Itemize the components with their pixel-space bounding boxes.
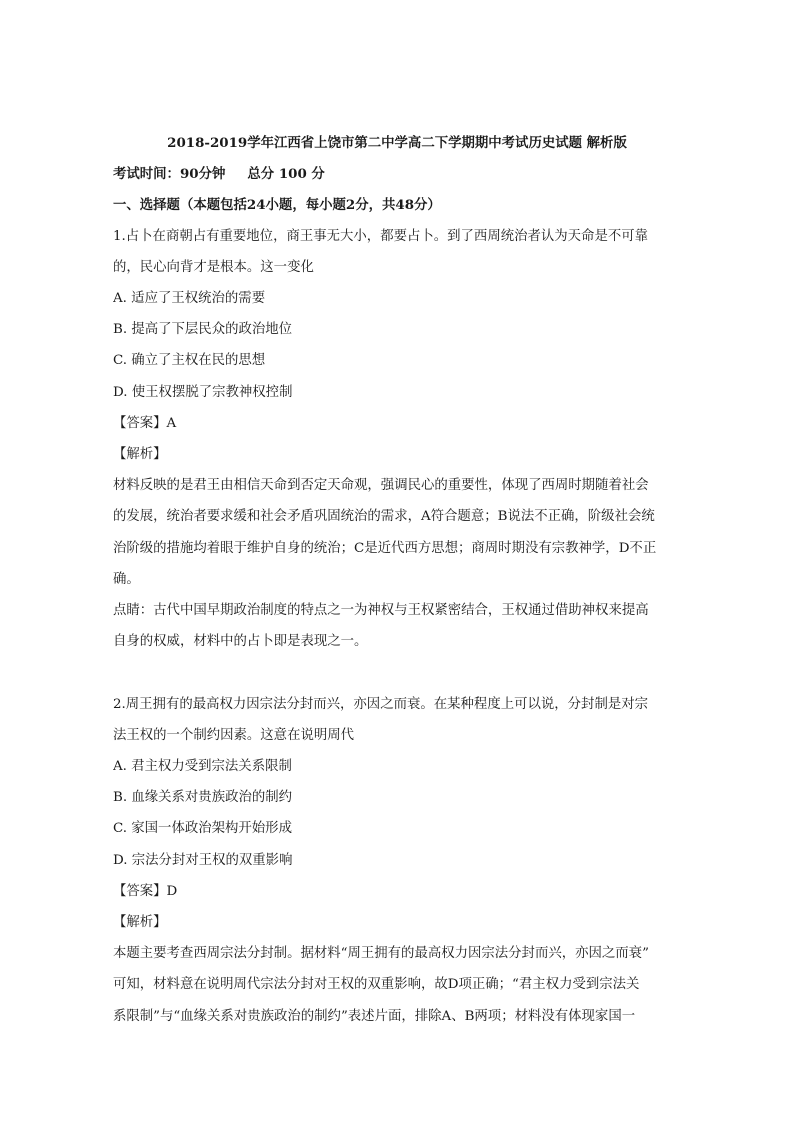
question-1-analysis-line: 治阶级的措施均着眼于维护自身的统治；C是近代西方思想；商周时期没有宗教神学，D不正 (113, 541, 657, 556)
question-2-analysis-line: 可知，材料意在说明周代宗法分封对王权的双重影响，故D项正确；“君主权力受到宗法关 (113, 977, 640, 992)
question-1-stem-line: 的，民心向背才是根本。这一变化 (113, 260, 314, 275)
question-1-answer: 【答案】A (113, 416, 177, 431)
document-title: 2018-2019学年江西省上饶市第二中学高二下学期期中考试历史试题 解析版 (167, 135, 627, 151)
question-1-stem-line: 1.占卜在商朝占有重要地位，商王事无大小，都要占卜。到了西周统治者认为天命是不可靠 (113, 229, 649, 244)
question-2-stem-line: 2.周王拥有的最高权力因宗法分封而兴，亦因之而衰。在某种程度上可以说，分封制是对宗 (113, 697, 649, 712)
question-2-analysis-line: 本题主要考查西周宗法分封制。据材料“周王拥有的最高权力因宗法分封而兴，亦因之而衰” (113, 946, 649, 961)
question-2-option-d: D. 宗法分封对王权的双重影响 (113, 853, 293, 868)
question-1-option-a: A. 适应了王权统治的需要 (113, 291, 266, 306)
question-1-analysis-line: 材料反映的是君王由相信天命到否定天命观，强调民心的重要性，体现了西周时期随着社会 (113, 478, 649, 493)
question-1-option-c: C. 确立了主权在民的思想 (113, 353, 266, 368)
question-2-option-a: A. 君主权力受到宗法关系限制 (113, 759, 292, 774)
question-1-option-b: B. 提高了下层民众的政治地位 (113, 322, 293, 337)
section-heading: 一、选择题（本题包括24小题，每小题2分，共48分） (113, 197, 441, 213)
exam-info (113, 165, 685, 183)
question-2-analysis-line: 系限制”与“血缘关系对贵族政治的制约”表述片面，排除A、B两项；材料没有体现家国一 (113, 1009, 636, 1024)
question-2-option-c: C. 家国一体政治架构开始形成 (113, 821, 292, 836)
question-2-stem-line: 法王权的一个制约因素。这意在说明周代 (113, 728, 355, 743)
question-2-analysis-label: 【解析】 (113, 915, 167, 930)
exam-time: 考试时间：90分钟 (113, 166, 226, 182)
question-1-analysis-line: 的发展，统治者要求缓和社会矛盾巩固统治的需求，A符合题意；B说法不正确，阶级社会统 (113, 509, 655, 524)
question-2-option-b: B. 血缘关系对贵族政治的制约 (113, 790, 293, 805)
question-2-answer: 【答案】D (113, 884, 178, 899)
total-score: 总分 100 分 (247, 166, 325, 182)
question-1-option-d: D. 使王权摆脱了宗教神权控制 (113, 385, 293, 400)
question-1-tip-line: 自身的权威，材料中的占卜即是表现之一。 (113, 634, 368, 649)
question-1-tip-line: 点睛：古代中国早期政治制度的特点之一为神权与王权紧密结合，王权通过借助神权来提高 (113, 603, 649, 618)
question-1-analysis-line: 确。 (113, 572, 140, 587)
question-1-analysis-label: 【解析】 (113, 447, 167, 462)
